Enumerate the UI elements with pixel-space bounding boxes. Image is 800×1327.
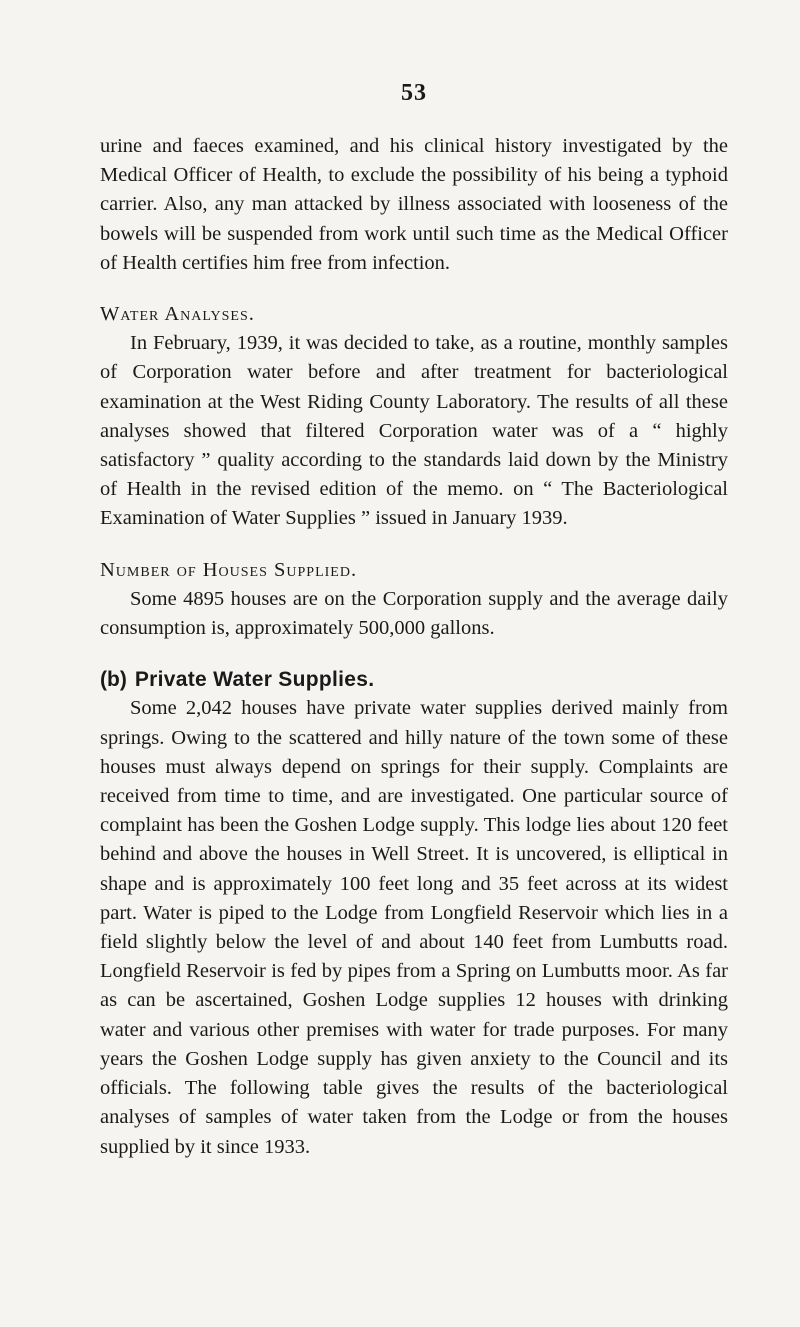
houses-supplied-paragraph: Some 4895 houses are on the Corporation supply and the average daily consumption is, approximately 500,000 gallons. (100, 587, 728, 640)
page-number: 53 (401, 80, 427, 106)
water-analyses-heading: Water Analyses. (100, 303, 255, 326)
houses-supplied-heading: Number of Houses Supplied. (100, 558, 358, 581)
private-water-supplies-title: Private Water Supplies. (134, 668, 375, 692)
document-page (100, 80, 728, 1162)
intro-paragraph: urine and faeces examined, and his clinical history investigated by the Medical Officer of Health, to exclude the possibility of his being a typhoid carrier. Also, any man attacked by illness associated with looseness of the bowels will be suspended from work until such time as the Medical Officer of Health certifies him free from infection. (100, 135, 728, 274)
section-marker: (b) (100, 668, 127, 692)
private-water-supplies-paragraph: Some 2,042 houses have private water supplies derived mainly from springs. Owing to the scattered and hilly nature of the town some of these houses must always depend on springs for their supply. Complaints are received from time to time, and are investigated. One particular source of complaint has been the Goshen Lodge supply. This lodge lies about 120 feet behind and above the houses in Well Street. It is uncovered, is elliptical in shape and is approximately 100 feet long and 35 feet across at its widest part. Water is piped to the Lodge from Longfield Reservoir which lies in a field slightly below the level of and about 140 feet from Lumbutts road. Longfield Reservoir is fed by pipes from a Spring on Lumbutts moor. As far as can be ascertained, Goshen Lodge supplies 12 houses with drinking water and various other premises with water for trade purposes. For many years the Goshen Lodge supply has given anxiety to the Council and its officials. The following table gives the results of the bacteriological analyses of samples of water taken from the Lodge or from the houses supplied by it since 1933. (100, 697, 728, 1158)
water-analyses-paragraph: In February, 1939, it was decided to take, as a routine, monthly samples of Corporation water before and after treatment for bacteriological examination at the West Riding County Laboratory. The results of all these analyses showed that filtered Corporation water was of a “ highly satisfactory ” quality according to the standards laid down by the Ministry of Health in the revised edition of the memo. on “ The Bacteriological Examination of Water Supplies ” issued in January 1939. (100, 332, 728, 530)
private-water-supplies-heading (100, 665, 728, 694)
